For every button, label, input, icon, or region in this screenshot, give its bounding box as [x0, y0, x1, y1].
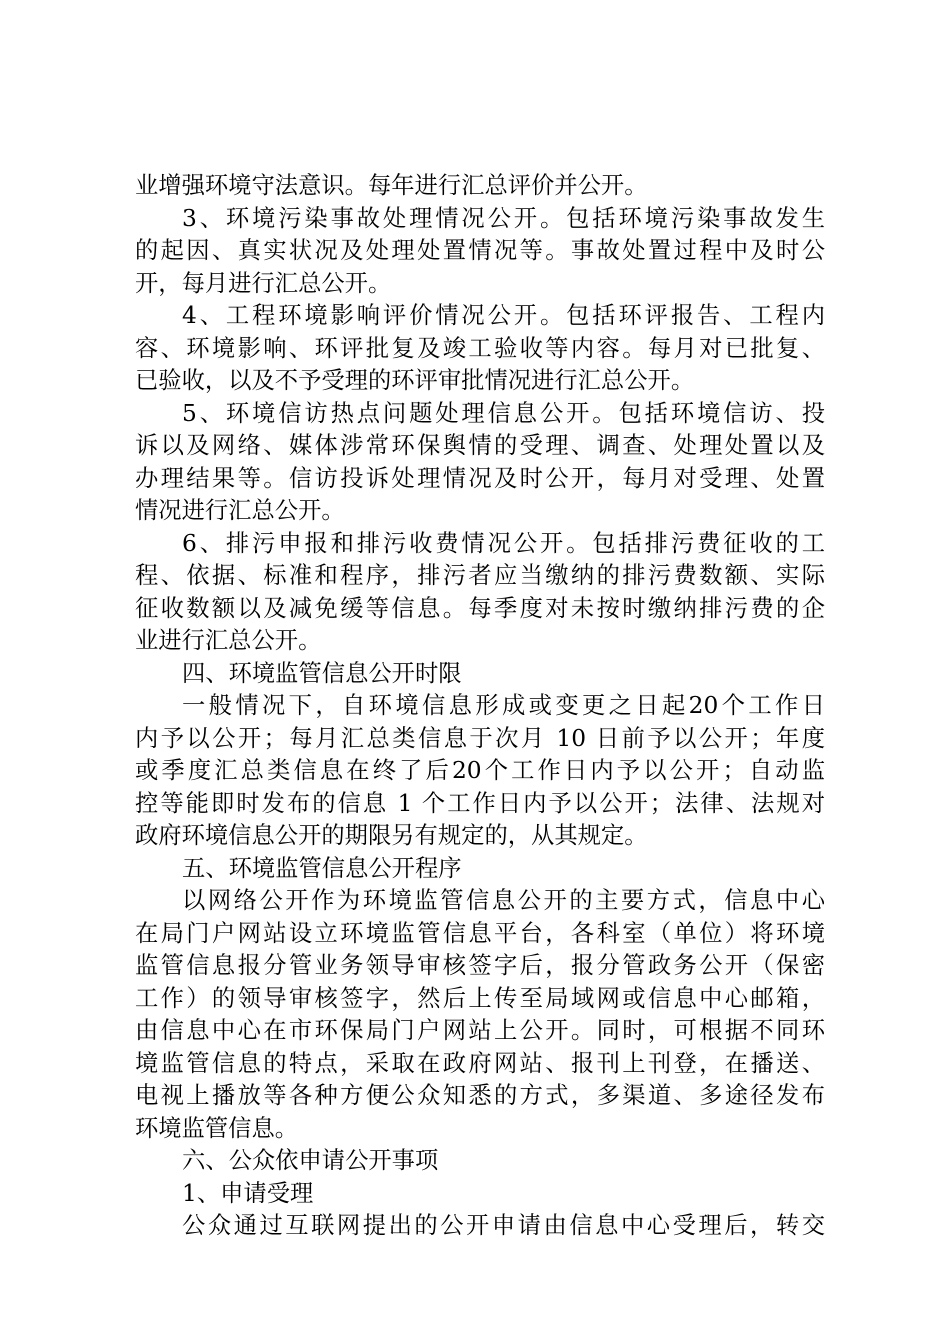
text-line: 4、工程环境影响评价情况公开。包括环评报告、工程内: [182, 302, 825, 329]
section-heading: 六、公众依申请公开事项: [182, 1147, 439, 1174]
text-line: 电视上播放等各种方便公众知悉的方式，多渠道、多途径发布: [135, 1082, 825, 1109]
text-line: 开，每月进行汇总公开。: [135, 269, 392, 297]
section-heading: 五、环境监管信息公开程序: [182, 854, 462, 882]
text-line: 5、环境信访热点问题处理信息公开。包括环境信访、投: [182, 399, 825, 427]
text-line: 由信息中心在市环保局门户网站上公开。同时，可根据不同环: [135, 1017, 825, 1044]
text-line: 在局门户网站设立环境监管信息平台，各科室（单位）将环境: [135, 919, 825, 947]
text-line: 容、环境影响、环评批复及竣工验收等内容。每月对已批复、: [135, 334, 825, 362]
text-line: 业增强环境守法意识。每年进行汇总评价并公开。: [135, 172, 648, 199]
text-line: 6、排污申报和排污收费情况公开。包括排污费征收的工: [182, 529, 825, 557]
text-line: 征收数额以及减免缓等信息。每季度对未按时缴纳排污费的企: [135, 594, 825, 622]
text-line: 诉以及网络、媒体涉常环保舆情的受理、调查、处理处置以及: [135, 432, 825, 459]
text-line: 业进行汇总公开。: [135, 627, 322, 654]
text-line: 3、环境污染事故处理情况公开。包括环境污染事故发生: [182, 204, 825, 232]
text-line: 办理结果等。信访投诉处理情况及时公开，每月对受理、处置: [135, 464, 825, 492]
text-line: 控等能即时发布的信息 1 个工作日内予以公开；法律、法规对: [135, 789, 825, 817]
text-line: 或季度汇总类信息在终了后20个工作日内予以公开；自动监: [135, 757, 825, 784]
document-body: [135, 170, 825, 1243]
text-line: 程、依据、标准和程序，排污者应当缴纳的排污费数额、实际: [135, 562, 825, 589]
text-line: 的起因、真实状况及处理处置情况等。事故处置过程中及时公: [135, 237, 825, 264]
text-line: 工作）的领导审核签字，然后上传至局域网或信息中心邮箱，: [135, 984, 825, 1012]
text-line: 政府环境信息公开的期限另有规定的，从其规定。: [135, 822, 648, 849]
text-line: 环境监管信息。: [135, 1114, 299, 1142]
text-line: 境监管信息的特点，采取在政府网站、报刊上刊登，在播送、: [135, 1049, 825, 1077]
subsection-heading: 1、申请受理: [182, 1179, 314, 1207]
text-line: 已验收，以及不予受理的环评审批情况进行汇总公开。: [135, 367, 695, 394]
text-line: 内予以公开；每月汇总类信息于次月 10 日前予以公开；年度: [135, 724, 825, 752]
text-line: 公众通过互联网提出的公开申请由信息中心受理后，转交: [182, 1212, 825, 1239]
text-line: 一般情况下，自环境信息形成或变更之日起20个工作日: [182, 692, 825, 719]
text-line: 以网络公开作为环境监管信息公开的主要方式，信息中心: [182, 887, 825, 914]
text-line: 情况进行汇总公开。: [135, 497, 345, 524]
text-line: 监管信息报分管业务领导审核签字后，报分管政务公开（保密: [135, 952, 825, 979]
section-heading: 四、环境监管信息公开时限: [182, 659, 462, 687]
